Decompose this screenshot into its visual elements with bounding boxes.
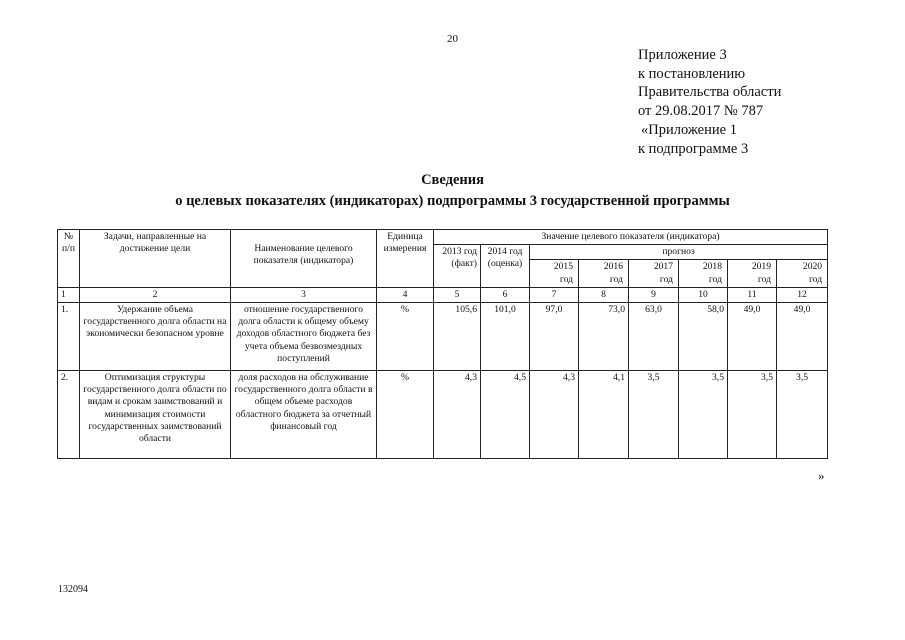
row-num: 2. [58,371,80,459]
column-number: 8 [579,287,629,302]
row-value: 3,5 [629,371,679,459]
appendix-block [638,46,781,158]
row-value: 105,6 [434,303,481,371]
column-number: 6 [481,287,530,302]
row-value: 4,3 [434,371,481,459]
row-num: 1. [58,303,80,371]
header-unit: Единица измерения [377,230,434,288]
column-number: 7 [530,287,579,302]
header-year-2013: 2013 год (факт) [434,245,481,288]
header-task: Задачи, направленные на достижение цели [80,230,231,288]
column-number: 5 [434,287,481,302]
table-row [58,303,828,371]
header-year-cell: 2019 год [728,260,777,287]
page-number: 20 [447,33,458,45]
row-task: Оптимизация структуры государственного долга области по видам и срокам заимствований и минимизация стоимости государственных заимствований области [80,371,231,459]
column-number: 4 [377,287,434,302]
indicators-table [57,229,828,459]
row-value: 49,0 [728,303,777,371]
document-number: 132094 [58,584,88,595]
header-year-cell: 2017 год [629,260,679,287]
appendix-line: «Приложение 1 [641,121,737,138]
header-year-cell: 2020 год [777,260,828,287]
column-number: 1 [58,287,80,302]
column-number: 10 [679,287,728,302]
column-number: 11 [728,287,777,302]
document-subtitle: о целевых показателях (индикаторах) подпрограммы 3 государственной программы [175,193,730,209]
row-indicator-name: доля расходов на обслуживание государственного долга области в общем объеме расходов областного бюджета за отчетный финансовый год [231,371,377,459]
row-value: 73,0 [579,303,629,371]
row-value: 4,1 [579,371,629,459]
header-year-cell: 2016 год [579,260,629,287]
row-task: Удержание объема государственного долга области на экономически безопасном уровне [80,303,231,371]
table-header-row [58,230,828,245]
column-number: 9 [629,287,679,302]
table-row [58,371,828,459]
row-unit: % [377,371,434,459]
column-number: 3 [231,287,377,302]
header-year-2014: 2014 год (оценка) [481,245,530,288]
row-value: 4,5 [481,371,530,459]
header-value-group: Значение целевого показателя (индикатора) [434,230,828,245]
column-number: 2 [80,287,231,302]
header-num: № п/п [58,230,80,288]
row-value: 3,5 [777,371,828,459]
row-value: 58,0 [679,303,728,371]
appendix-line: к подпрограмме 3 [638,140,749,157]
column-number: 12 [777,287,828,302]
appendix-line: к постановлению [638,65,746,82]
row-value: 63,0 [629,303,679,371]
row-value: 4,3 [530,371,579,459]
row-indicator-name: отношение государственного долга области к общему объему доходов областного бюджета без учета объема безвозмездных поступлений [231,303,377,371]
header-indicator-name: Наименование целевого показателя (индикатора) [231,230,377,288]
header-year-cell: 2015 год [530,260,579,287]
row-value: 3,5 [679,371,728,459]
appendix-line: от 29.08.2017 № 787 [638,103,764,120]
appendix-line: Правительства области [638,84,782,101]
row-unit: % [377,303,434,371]
header-year-cell: 2018 год [679,260,728,287]
row-value: 97,0 [530,303,579,371]
column-number-row [58,287,828,302]
appendix-line: Приложение 3 [638,47,727,63]
header-forecast: прогноз [530,245,828,260]
document-title: Сведения [421,172,484,188]
row-value: 3,5 [728,371,777,459]
closing-quote: » [818,468,825,483]
row-value: 49,0 [777,303,828,371]
row-value: 101,0 [481,303,530,371]
